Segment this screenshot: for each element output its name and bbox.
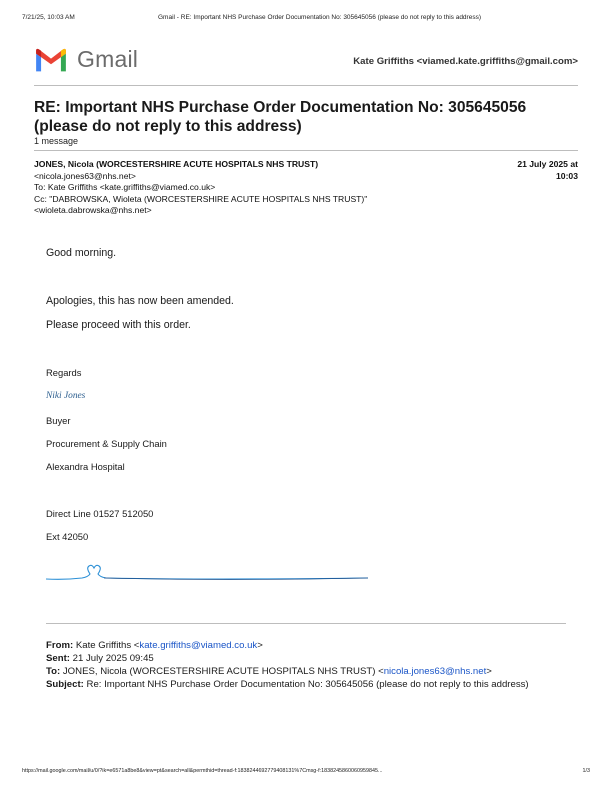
signature-site: Alexandra Hospital — [46, 461, 125, 472]
message-count: 1 message — [34, 136, 79, 146]
gmail-logo-text: Gmail — [77, 46, 139, 72]
quoted-message-header — [46, 639, 566, 691]
to-label: To: — [46, 666, 61, 677]
subject-label: Subject: — [46, 679, 84, 690]
print-page-title: Gmail - RE: Important NHS Purchase Order Documentation No: 305645056 (please do not reply to this address) — [158, 14, 481, 21]
signature-name: Niki Jones — [46, 391, 86, 401]
sign-off: Regards — [46, 367, 82, 378]
signature-department: Procurement & Supply Chain — [46, 438, 167, 449]
quoted-sent — [46, 652, 566, 665]
quoted-from — [46, 639, 566, 652]
signature-extension: Ext 42050 — [46, 531, 89, 542]
greeting: Good morning. — [46, 247, 117, 259]
thread-subject: RE: Important NHS Purchase Order Documentation No: 305645056 (please do not reply to this address) — [34, 99, 527, 135]
signature-direct-line: Direct Line 01527 512050 — [46, 508, 154, 519]
signature-role: Buyer — [46, 415, 71, 426]
body-line: Please proceed with this order. — [46, 319, 191, 331]
from-end: > — [257, 640, 263, 651]
subject-divider — [34, 150, 578, 151]
print-url: https://mail.google.com/mail/u/0/?ik=e6571a8be8&view=pt&search=all&permthid=thread-f:1838244692779408131%7Cmsg-f:1838245860060959845... — [22, 768, 383, 774]
message-header — [34, 159, 474, 217]
sender-email: <nicola.jones63@nhs.net> — [34, 170, 136, 181]
to-value: JONES, Nicola (WORCESTERSHIRE ACUTE HOSPITALS NHS TRUST) < — [62, 666, 384, 677]
cc-line-email: <wioleta.dabrowska@nhs.net> — [34, 205, 152, 215]
to-line: To: Kate Griffiths <kate.griffiths@viamed.co.uk> — [34, 182, 216, 192]
print-datetime: 7/21/25, 10:03 AM — [22, 14, 75, 21]
date-text: 21 July 2025 at — [517, 159, 578, 169]
from-label: From: — [46, 640, 74, 651]
account-label: Kate Griffiths <viamed.kate.griffiths@gmail.com> — [353, 56, 578, 67]
print-page-number: 1/3 — [582, 768, 590, 774]
quote-divider — [46, 623, 566, 624]
quoted-to — [46, 665, 566, 678]
sent-label: Sent: — [46, 653, 70, 664]
header-divider — [34, 85, 578, 86]
gmail-logo-icon — [34, 46, 68, 74]
to-email-link[interactable]: nicola.jones63@nhs.net — [383, 666, 487, 677]
heart-swoosh-icon — [44, 563, 370, 587]
sent-value: 21 July 2025 09:45 — [72, 653, 154, 664]
time-text: 10:03 — [556, 170, 578, 181]
subject-value: Re: Important NHS Purchase Order Documentation No: 305645056 (please do not reply to this address) — [86, 679, 529, 690]
from-email-link[interactable]: kate.griffiths@viamed.co.uk — [139, 640, 258, 651]
quoted-subject — [46, 678, 566, 691]
sender-name: JONES, Nicola (WORCESTERSHIRE ACUTE HOSPITALS NHS TRUST) — [34, 159, 319, 169]
from-name: Kate Griffiths < — [75, 640, 140, 651]
cc-line: Cc: "DABROWSKA, Wioleta (WORCESTERSHIRE ACUTE HOSPITALS NHS TRUST)" — [34, 193, 368, 204]
body-line: Apologies, this has now been amended. — [46, 295, 234, 307]
to-end: > — [486, 666, 492, 677]
message-date — [488, 159, 578, 182]
